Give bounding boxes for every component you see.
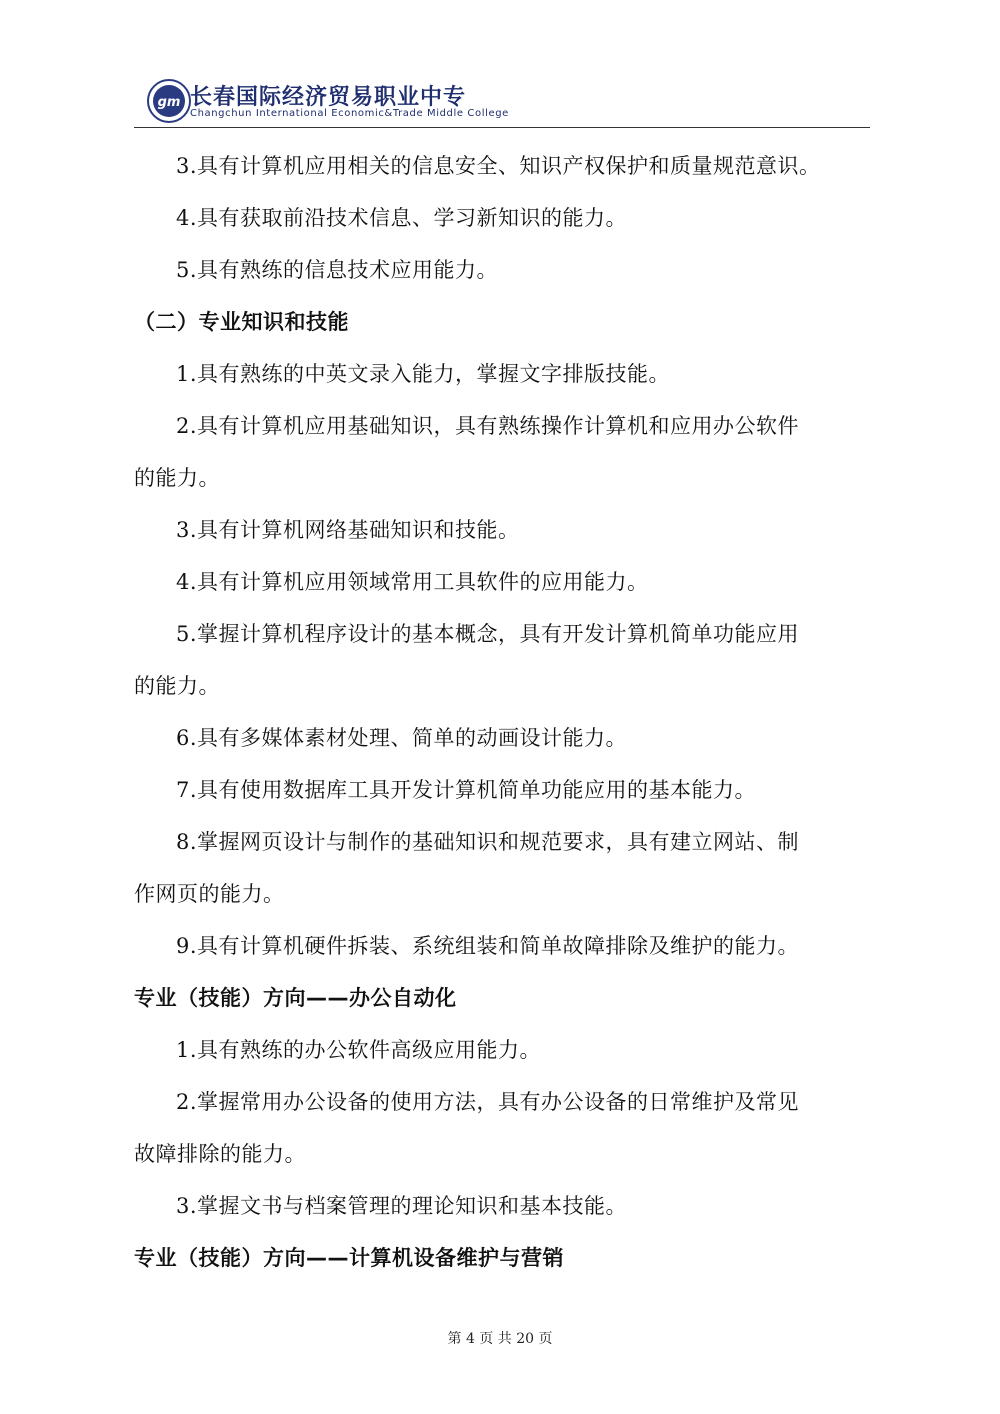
page-footer: 第 4 页 共 20 页	[447, 1331, 553, 1347]
section-heading: 专业（技能）方向——计算机设备维护与营销	[134, 1246, 564, 1270]
section-heading: （二）专业知识和技能	[134, 310, 349, 334]
list-item: 3.掌握文书与档案管理的理论知识和基本技能。	[176, 1194, 628, 1218]
list-item: 6.具有多媒体素材处理、简单的动画设计能力。	[176, 726, 628, 750]
list-item: 2.具有计算机应用基础知识，具有熟练操作计算机和应用办公软件	[176, 414, 800, 438]
school-name-cn: 长春国际经济贸易职业中专	[190, 84, 467, 110]
list-item: 2.掌握常用办公设备的使用方法，具有办公设备的日常维护及常见	[176, 1090, 800, 1114]
list-item: 7.具有使用数据库工具开发计算机简单功能应用的基本能力。	[176, 778, 757, 802]
logo-text: gm	[157, 95, 181, 110]
section-heading: 专业（技能）方向——办公自动化	[134, 986, 457, 1010]
header-divider	[134, 127, 870, 128]
list-item-continuation: 作网页的能力。	[134, 882, 285, 906]
list-item: 4.具有获取前沿技术信息、学习新知识的能力。	[176, 206, 628, 230]
list-item: 3.具有计算机网络基础知识和技能。	[176, 518, 520, 542]
list-item: 1.具有熟练的中英文录入能力，掌握文字排版技能。	[176, 362, 671, 386]
list-item-continuation: 故障排除的能力。	[134, 1142, 306, 1166]
page-header	[134, 72, 870, 128]
list-item: 3.具有计算机应用相关的信息安全、知识产权保护和质量规范意识。	[176, 154, 821, 178]
list-item: 5.具有熟练的信息技术应用能力。	[176, 258, 499, 282]
list-item-continuation: 的能力。	[134, 466, 220, 490]
list-item-continuation: 的能力。	[134, 674, 220, 698]
list-item: 1.具有熟练的办公软件高级应用能力。	[176, 1038, 542, 1062]
list-item: 4.具有计算机应用领域常用工具软件的应用能力。	[176, 570, 649, 594]
list-item: 9.具有计算机硬件拆装、系统组装和简单故障排除及维护的能力。	[176, 934, 800, 958]
list-item: 5.掌握计算机程序设计的基本概念，具有开发计算机简单功能应用	[176, 622, 800, 646]
school-name-en: Changchun International Economic&Trade Middle College	[190, 108, 509, 119]
school-logo-icon	[146, 78, 192, 124]
list-item: 8.掌握网页设计与制作的基础知识和规范要求，具有建立网站、制	[176, 830, 800, 854]
